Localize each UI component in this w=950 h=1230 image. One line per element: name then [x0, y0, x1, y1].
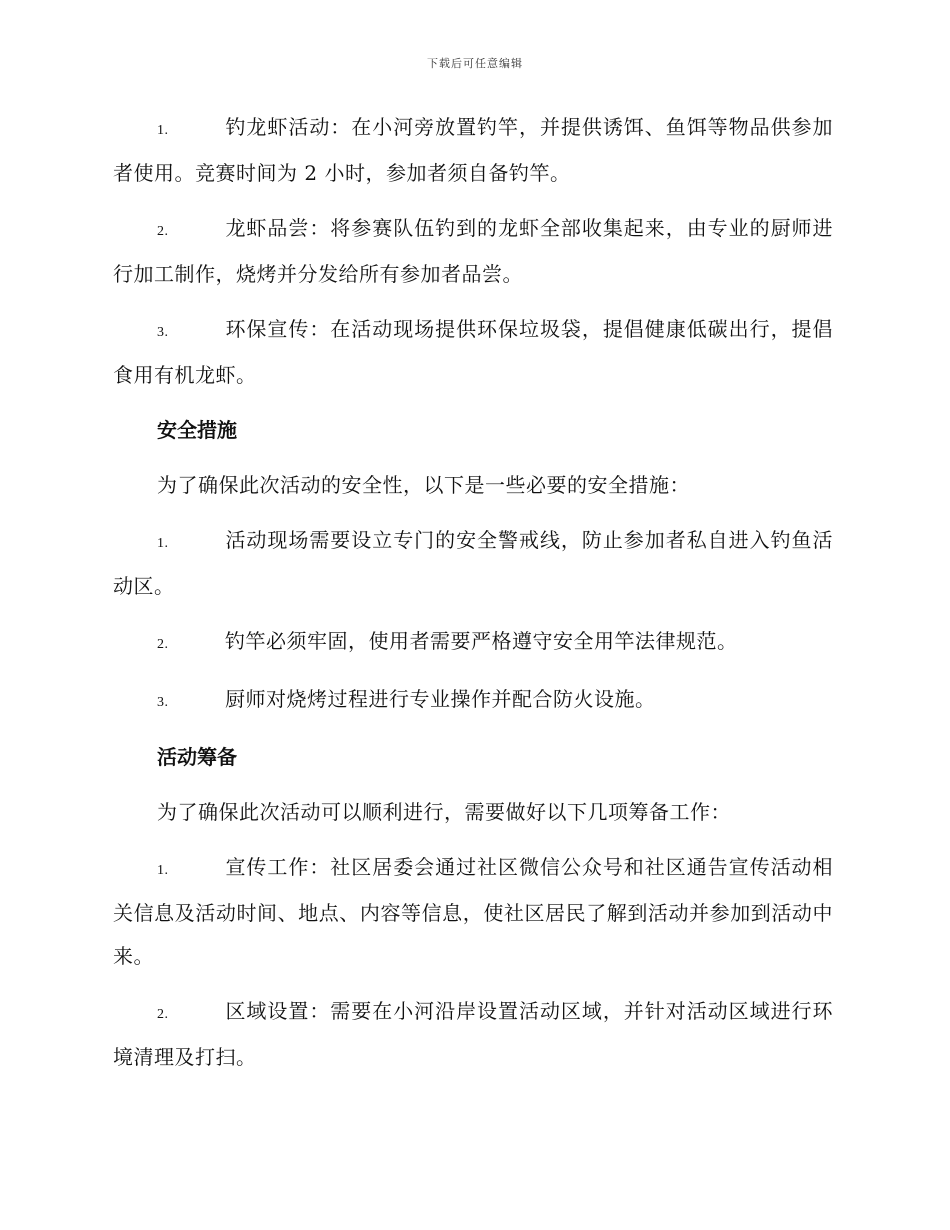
list-text: 钓龙虾活动：在小河旁放置钓竿，并提供诱饵、鱼饵等物品供参加者使用。竞赛时间为 2 小时，参加者须自备钓竿。 [113, 115, 833, 185]
list-item [113, 308, 833, 397]
document-body [113, 106, 833, 1091]
list-item [113, 678, 833, 724]
list-number: 3. [157, 325, 169, 340]
list-text: 环保宣传：在活动现场提供环保垃圾袋，提倡健康低碳出行，提倡食用有机龙虾。 [113, 317, 833, 387]
section-heading-prep: 活动筹备 [157, 745, 237, 769]
list-text: 宣传工作：社区居委会通过社区微信公众号和社区通告宣传活动相关信息及活动时间、地点、内容等信息，使社区居民了解到活动并参加到活动中来。 [113, 855, 833, 968]
list-number: 2. [157, 637, 169, 652]
list-item [113, 519, 833, 608]
section-intro-prep: 为了确保此次活动可以顺利进行，需要做好以下几项筹备工作： [157, 800, 731, 824]
list-text: 厨师对烧烤过程进行专业操作并配合防火设施。 [225, 687, 656, 711]
page-header: 下载后可任意编辑 [427, 57, 523, 70]
list-item [113, 620, 833, 666]
list-text: 活动现场需要设立专门的安全警戒线，防止参加者私自进入钓鱼活动区。 [113, 528, 833, 598]
list-item [113, 106, 833, 195]
list-item [113, 846, 833, 978]
list-text: 龙虾品尝：将参赛队伍钓到的龙虾全部收集起来，由专业的厨师进行加工制作，烧烤并分发给所有参加者品尝。 [113, 216, 833, 286]
list-number: 2. [157, 224, 169, 239]
list-number: 1. [157, 863, 169, 878]
list-number: 1. [157, 123, 169, 138]
section-intro-safety: 为了确保此次活动的安全性，以下是一些必要的安全措施： [157, 473, 690, 497]
list-number: 3. [157, 695, 169, 710]
section-heading-safety: 安全措施 [157, 418, 237, 442]
list-number: 1. [157, 536, 169, 551]
list-text: 区域设置：需要在小河沿岸设置活动区域，并针对活动区域进行环境清理及打扫。 [113, 999, 833, 1069]
list-item [113, 990, 833, 1079]
list-text: 钓竿必须牢固，使用者需要严格遵守安全用竿法律规范。 [225, 629, 738, 653]
list-number: 2. [157, 1007, 169, 1022]
list-item [113, 207, 833, 296]
